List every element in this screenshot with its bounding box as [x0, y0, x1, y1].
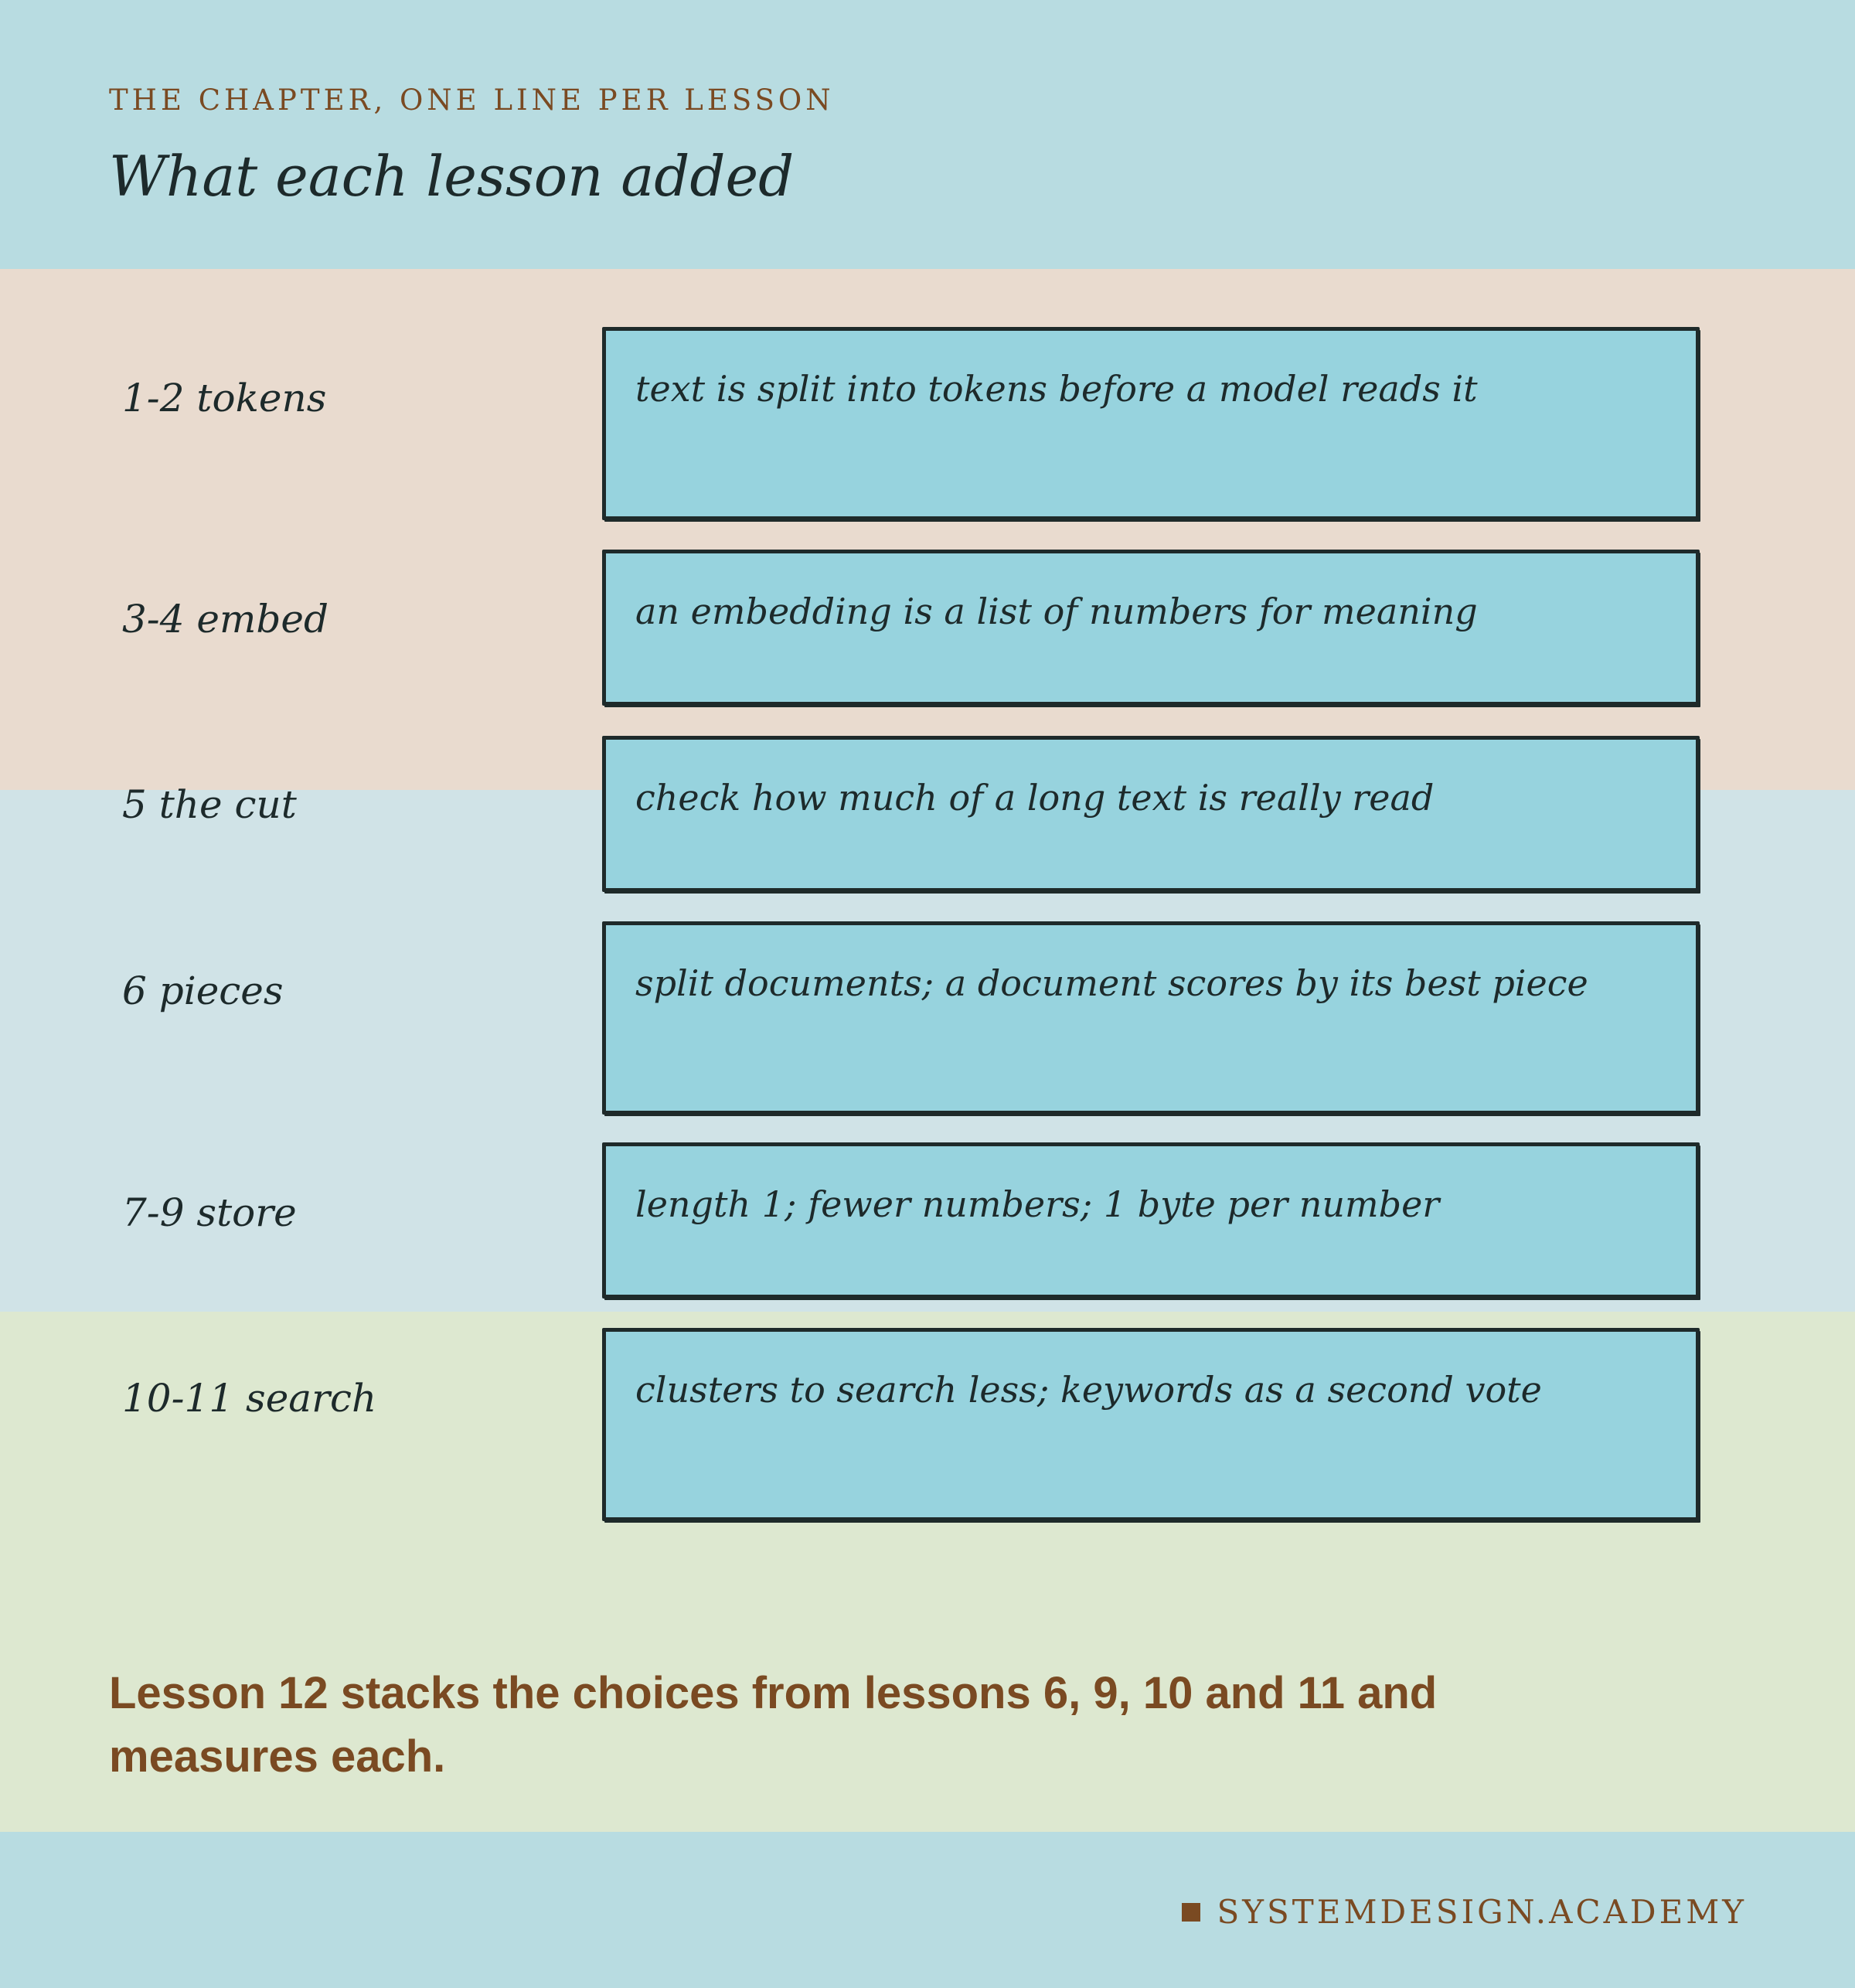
- header-band: [0, 0, 1855, 269]
- footnote: Lesson 12 stacks the choices from lessons 6, 9, 10 and 11 and measures each.: [109, 1668, 1438, 1782]
- lesson-label-6: 10-11 search: [122, 1376, 377, 1421]
- lesson-box-6: [602, 1328, 1700, 1521]
- lesson-box-3: [602, 736, 1700, 892]
- lesson-label-3: 5 the cut: [122, 782, 297, 827]
- lesson-label-1: 1-2 tokens: [122, 376, 327, 420]
- lesson-text-5: length 1; fewer numbers; 1 byte per number: [635, 1183, 1440, 1225]
- lesson-text-2: an embedding is a list of numbers for meaning: [635, 591, 1478, 632]
- page-title: What each lesson added: [109, 144, 795, 209]
- lesson-label-4: 6 pieces: [122, 968, 284, 1013]
- lesson-text-1: text is split into tokens before a model reads it: [635, 368, 1478, 410]
- lesson-text-6: clusters to search less; keywords as a second vote: [635, 1369, 1542, 1411]
- lesson-box-4: [602, 921, 1700, 1115]
- lesson-box-1: [602, 327, 1700, 520]
- lesson-text-3: check how much of a long text is really read: [635, 777, 1435, 819]
- brand-label: SYSTEMDESIGN.ACADEMY: [1217, 1893, 1747, 1931]
- lesson-text-4: split documents; a document scores by its best piece: [635, 962, 1588, 1004]
- lesson-box-2: [602, 550, 1700, 706]
- brand: [1182, 1893, 1747, 1931]
- eyebrow-label: THE CHAPTER, ONE LINE PER LESSON: [109, 83, 835, 117]
- lesson-label-2: 3-4 embed: [122, 597, 329, 642]
- lesson-label-5: 7-9 store: [122, 1190, 297, 1235]
- lesson-box-5: [602, 1142, 1700, 1299]
- square-icon: [1182, 1903, 1200, 1922]
